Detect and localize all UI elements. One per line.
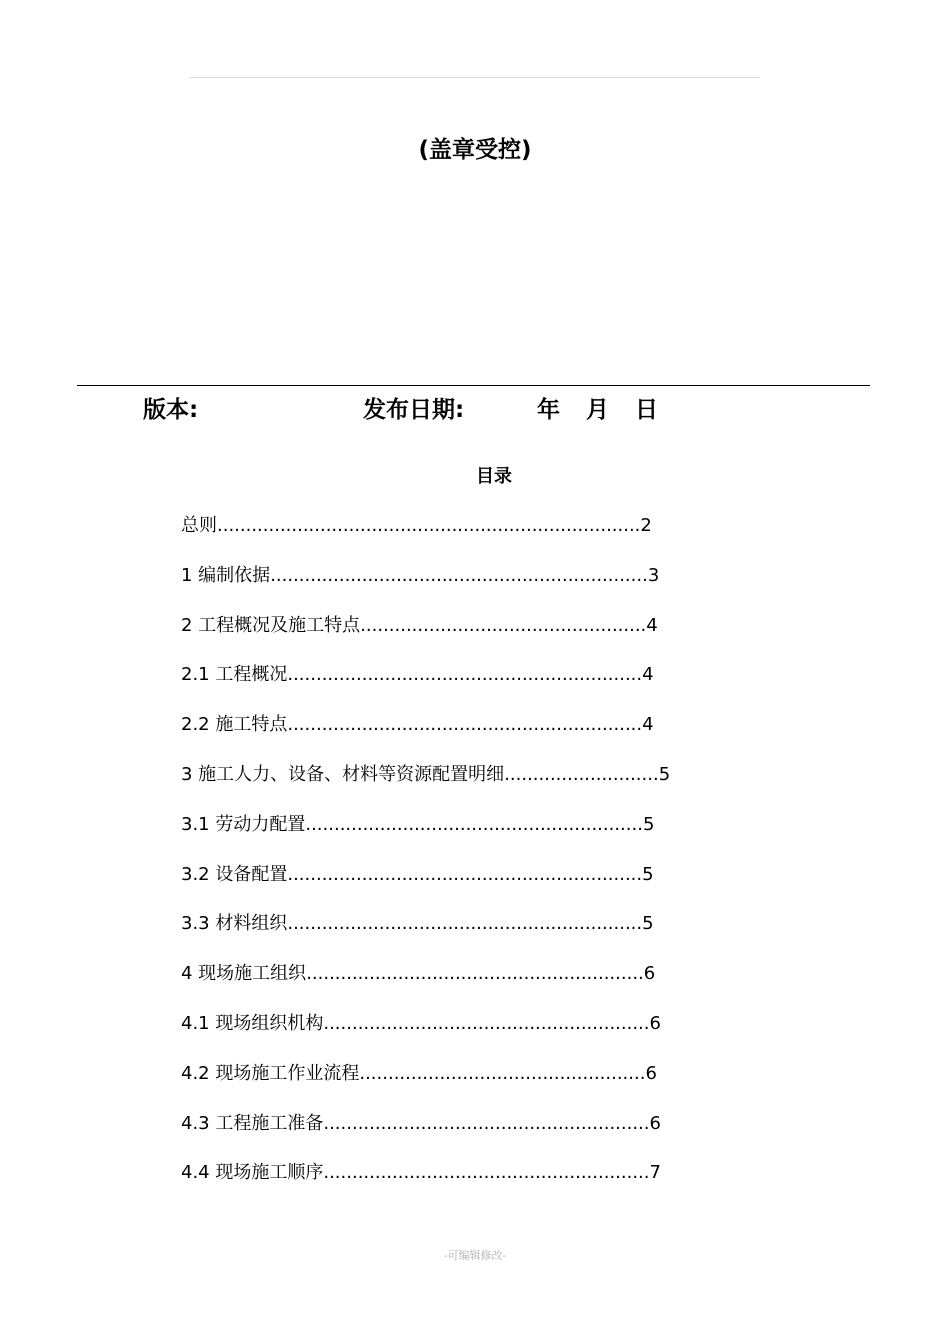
toc-entry-title: 4.1 现场组织机构 [181,1012,324,1034]
toc-entry-title: 4.3 工程施工准备 [181,1112,324,1134]
toc-entry-page: 6 [643,963,656,985]
toc-entry[interactable] [181,1111,670,1161]
toc-entry-title: 2.1 工程概况 [181,664,288,686]
toc-entry-leader: .............................................................. [287,714,643,736]
toc-entry[interactable] [181,1011,670,1061]
toc-entry-page: 5 [642,913,654,935]
toc-entry-leader: ......................................................... [323,1112,650,1134]
toc-entry-page: 4 [646,614,658,636]
date-month-label: 月 [586,397,609,423]
toc-entry[interactable] [181,712,670,762]
toc-entry[interactable] [181,662,670,712]
toc-entry[interactable] [181,1160,670,1210]
toc-entry[interactable] [181,513,670,563]
toc-entry-title: 4 现场施工组织 [181,963,307,985]
stamp-control-note: (盖章受控) [418,137,532,163]
toc-entry-leader: ......................................................... [323,1162,650,1184]
toc-entry[interactable] [181,961,670,1011]
toc-entry-title: 2 工程概况及施工特点 [181,614,361,636]
toc-entry-leader: .......................................................................... [217,515,641,536]
toc-entry-page: 2 [640,515,652,536]
toc-entry-title: 3.1 劳动力配置 [181,813,306,835]
toc-entry-title: 2.2 施工特点 [181,714,288,736]
toc-entry-leader: ........................... [504,763,659,785]
toc-entry-page: 4 [642,664,654,686]
toc-entry-leader: .............................................................. [287,863,643,885]
page-footer-note: -可编辑修改- [443,1249,507,1262]
toc-entry[interactable] [181,812,670,862]
table-of-contents [181,513,670,1210]
toc-entry-page: 5 [658,763,671,785]
date-year-label: 年 [537,397,560,423]
toc-entry-leader: ......................................................... [323,1012,650,1034]
date-day-label: 日 [635,397,658,423]
toc-entry-leader: ........................................................... [305,813,643,835]
toc-entry-title: 4.2 现场施工作业流程 [181,1062,360,1084]
toc-entry-page: 5 [642,863,654,885]
toc-entry-page: 7 [649,1162,661,1184]
toc-entry-title: 3.2 设备配置 [181,863,288,885]
toc-entry-page: 6 [649,1112,661,1134]
toc-entry-page: 4 [642,714,654,736]
toc-entry[interactable] [181,563,670,613]
toc-entry-leader: .............................................................. [287,664,643,686]
toc-entry-leader: .................................................. [359,1062,646,1084]
toc-entry-title: 3.3 材料组织 [181,913,288,935]
toc-title: 目录 [476,466,512,487]
toc-entry-page: 5 [642,813,655,835]
toc-entry-leader: .................................................................. [270,564,648,586]
release-date-label: 发布日期: [363,397,465,423]
section-divider [77,385,870,386]
toc-entry-page: 6 [649,1012,661,1034]
toc-entry-title: 1 编制依据 [181,564,271,586]
toc-entry[interactable] [181,1061,670,1111]
toc-entry-title: 总则 [181,515,217,536]
toc-entry-page: 3 [647,564,660,586]
toc-entry[interactable] [181,862,670,912]
header-divider [190,77,760,78]
toc-entry-title: 3 施工人力、设备、材料等资源配置明细 [181,763,505,785]
toc-entry[interactable] [181,911,670,961]
toc-entry-leader: .................................................. [360,614,647,636]
toc-entry-page: 6 [645,1062,657,1084]
toc-entry[interactable] [181,613,670,663]
toc-entry-leader: ........................................................... [306,963,644,985]
toc-entry-leader: .............................................................. [287,913,643,935]
version-label: 版本: [143,397,199,423]
toc-entry[interactable] [181,762,670,812]
toc-entry-title: 4.4 现场施工顺序 [181,1162,324,1184]
